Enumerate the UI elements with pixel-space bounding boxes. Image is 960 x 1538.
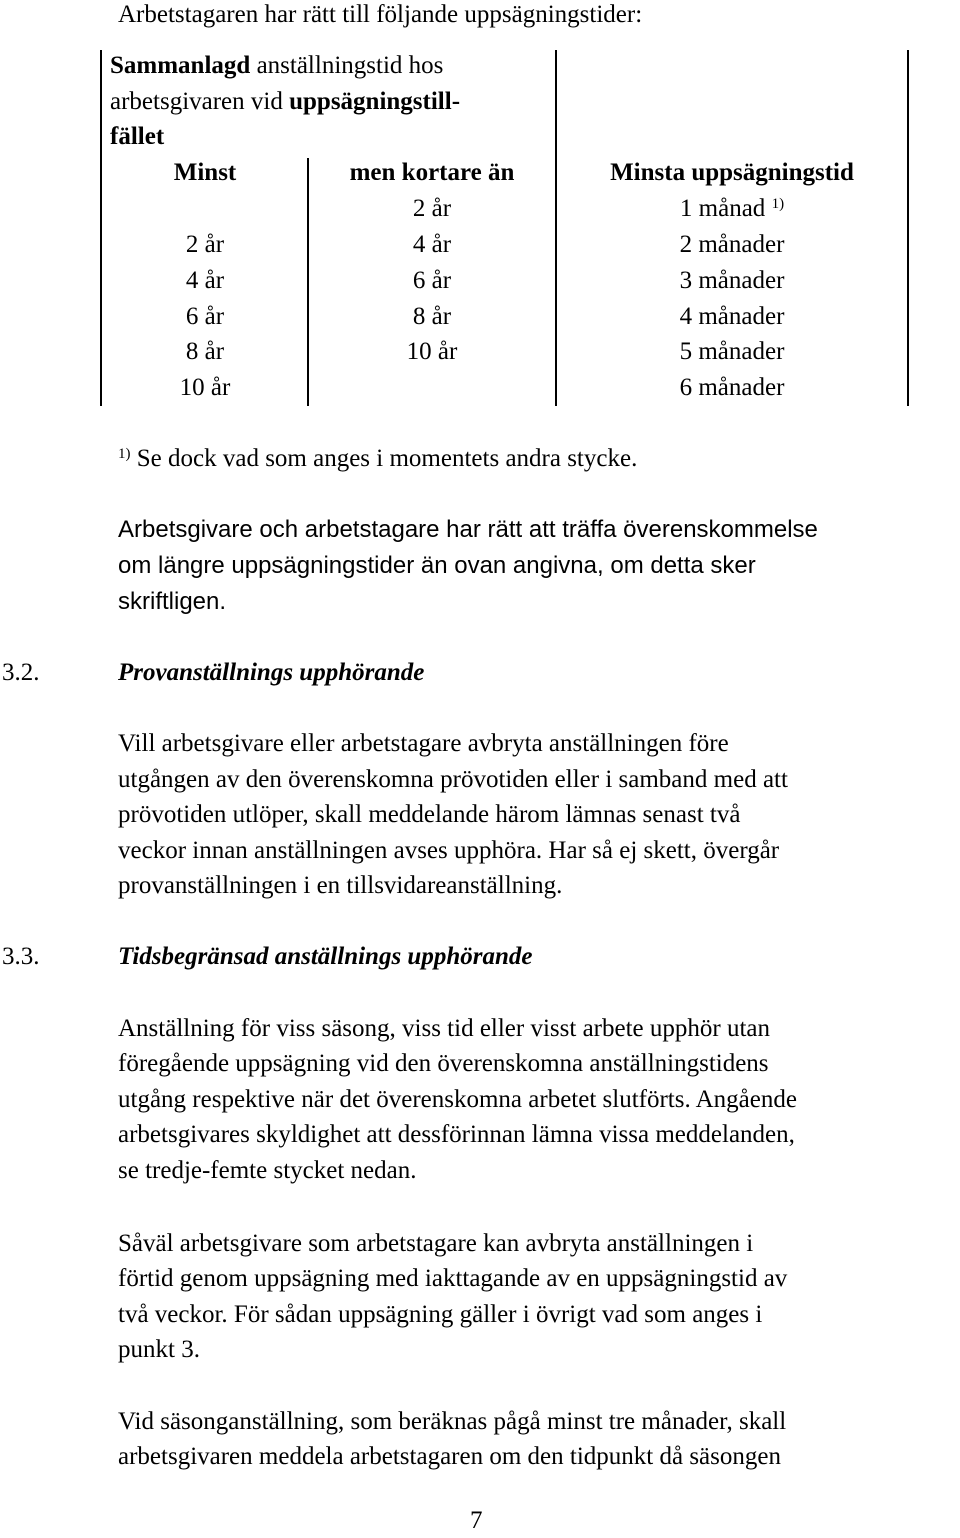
- intro-text: Arbetstagaren har rätt till följande uppsägningstider:: [118, 1, 643, 28]
- footnote-marker: 1): [771, 196, 785, 212]
- column-header-min: Minst: [173, 159, 237, 186]
- section-title: Tidsbegränsad anställnings upphörande: [118, 943, 533, 970]
- paragraph-line: utgången av den överenskomna prövotiden eller i samband med att: [118, 766, 788, 793]
- cell-max: 2 år: [412, 195, 452, 222]
- table-header-line-3: fället: [110, 123, 165, 150]
- paragraph-line: Anställning för viss säsong, viss tid eller visst arbete upphör utan: [118, 1015, 771, 1042]
- paragraph-line: prövotiden utlöper, skall meddelande härom lämnas senast två: [118, 801, 741, 828]
- cell-min: 4 år: [185, 267, 225, 294]
- cell-min: 6 år: [185, 303, 225, 330]
- section-number: 3.3.: [2, 943, 40, 970]
- paragraph-line: arbetsgivaren meddela arbetstagaren om den tidpunkt då säsongen: [118, 1443, 781, 1470]
- table-header-line-2: arbetsgivaren vid uppsägningstill-: [110, 88, 461, 115]
- cell-min: 2 år: [185, 231, 225, 258]
- paragraph-line: punkt 3.: [118, 1336, 200, 1363]
- footnote-mark: 1): [118, 446, 131, 462]
- paragraph-line: förtid genom uppsägning med iakttagande av en uppsägningstid av: [118, 1265, 788, 1292]
- footnote: [118, 441, 637, 476]
- cell-notice: 3 månader: [679, 267, 785, 294]
- cell-notice: 1 månad $^{1)}$: [679, 195, 785, 222]
- paragraph-line: föregående uppsägning vid den överenskomna anställningstidens: [118, 1050, 769, 1077]
- paragraph-line: Vill arbetsgivare eller arbetstagare avbryta anställningen före: [118, 730, 729, 757]
- paragraph-line: om längre uppsägningstider än ovan angivna, om detta sker: [118, 552, 756, 579]
- paragraph-line: veckor innan anställningen avses upphöra. Har så ej skett, övergår: [118, 837, 780, 864]
- section-title: Provanställnings upphörande: [118, 659, 425, 686]
- cell-notice: 5 månader: [679, 338, 785, 365]
- paragraph-line: skriftligen.: [118, 588, 227, 615]
- table-header-line-1: Sammanlagd anställningstid hos: [110, 52, 444, 79]
- cell-min: 8 år: [185, 338, 225, 365]
- paragraph-line: provanställningen i en tillsvidareanställning.: [118, 872, 563, 899]
- section-heading-3-2: [0, 655, 960, 690]
- paragraph-line: två veckor. För sådan uppsägning gäller i övrigt vad som anges i: [118, 1301, 763, 1328]
- cell-notice: 4 månader: [679, 303, 785, 330]
- page-number: 7: [470, 1507, 483, 1534]
- cell-max: 4 år: [412, 231, 452, 258]
- footnote-text: Se dock vad som anges i momentets andra stycke.: [136, 445, 638, 472]
- paragraph-line: arbetsgivares skyldighet att dessförinnan lämna vissa meddelanden,: [118, 1121, 795, 1148]
- paragraph-line: se tredje-femte stycket nedan.: [118, 1157, 417, 1184]
- cell-max: 6 år: [412, 267, 452, 294]
- paragraph-line: utgång respektive när det överenskomna arbetet slutförts. Angående: [118, 1086, 797, 1113]
- cell-notice: 6 månader: [679, 374, 785, 401]
- cell-notice: 2 månader: [679, 231, 785, 258]
- section-heading-3-3: [0, 939, 960, 974]
- section-number: 3.2.: [2, 659, 40, 686]
- cell-min: 10 år: [179, 374, 231, 401]
- cell-max: 8 år: [412, 303, 452, 330]
- paragraph-line: Vid säsonganställning, som beräknas pågå minst tre månader, skall: [118, 1408, 787, 1435]
- paragraph-line: Såväl arbetsgivare som arbetstagare kan avbryta anställningen i: [118, 1230, 754, 1257]
- column-header-notice: Minsta uppsägningstid: [610, 159, 854, 186]
- column-header-max: men kortare än: [349, 159, 515, 186]
- paragraph-line: Arbetsgivare och arbetstagare har rätt att träffa överenskommelse: [118, 516, 818, 543]
- cell-max: 10 år: [406, 338, 458, 365]
